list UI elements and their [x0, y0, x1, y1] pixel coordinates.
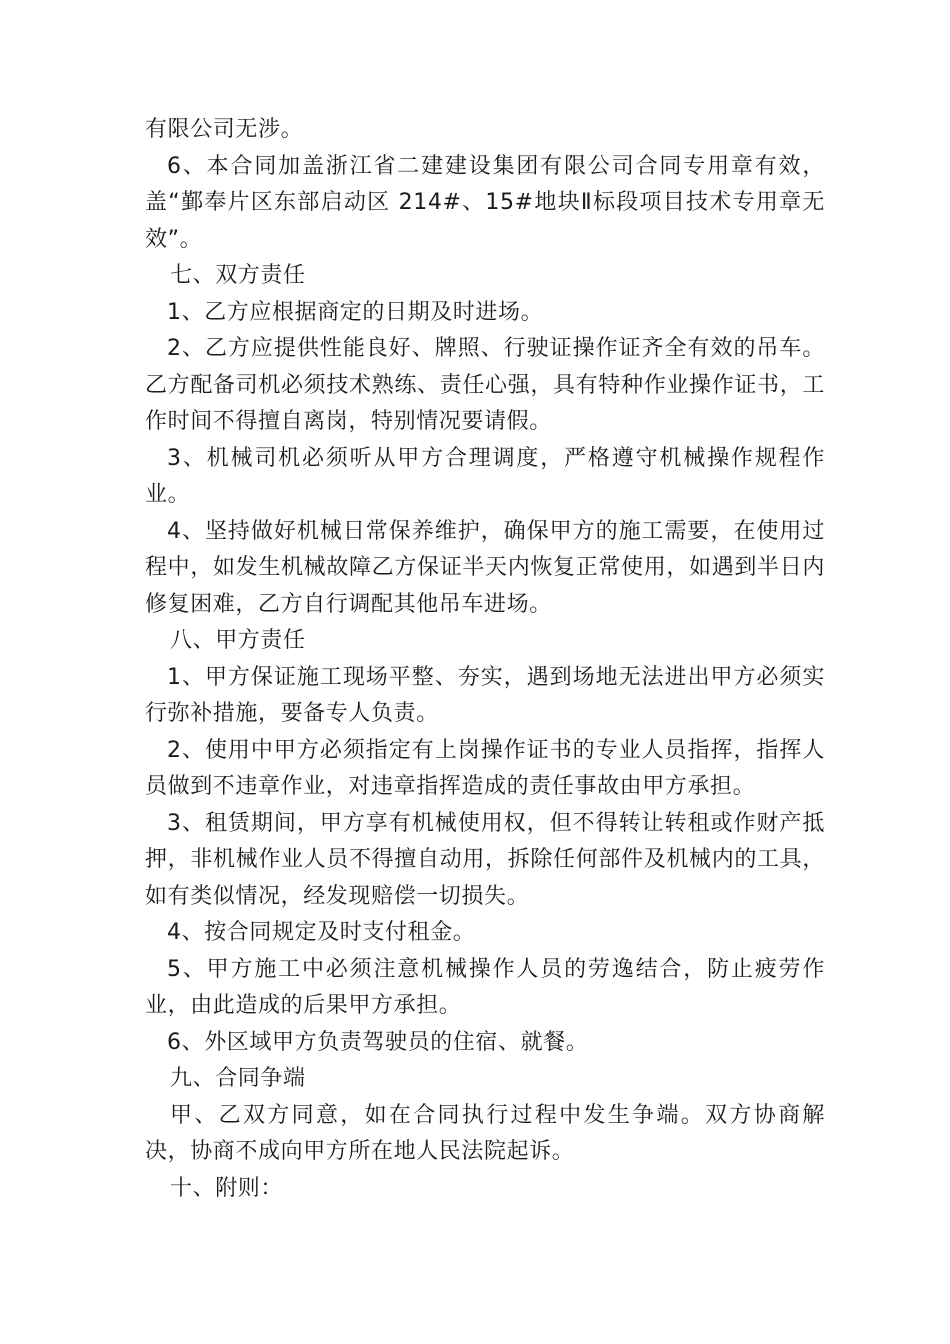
paragraph-8-6: 6、外区域甲方负责驾驶员的住宿、就餐。 — [167, 1029, 589, 1055]
document-body — [145, 112, 825, 1207]
paragraph-continuation: 有限公司无涉。 — [145, 117, 304, 142]
paragraph-7-3: 3、机械司机必须听从甲方合理调度，严格遵守机械操作规程作业。 — [145, 445, 825, 507]
paragraph-8-4: 4、按合同规定及时支付租金。 — [167, 920, 476, 945]
paragraph-8-2: 2、使用中甲方必须指定有上岗操作证书的专业人员指挥，指挥人员做到不违章作业，对违章指挥造成的责任事故由甲方承担。 — [145, 737, 825, 799]
paragraph-7-2: 2、乙方应提供性能良好、牌照、行驶证操作证齐全有效的吊车。乙方配备司机必须技术熟练、责任心强，具有特种作业操作证书，工作时间不得擅自离岗，特别情况要请假。 — [145, 336, 825, 434]
paragraph-9-dispute: 甲、乙双方同意，如在合同执行过程中发生争端。双方协商解决，协商不成向甲方所在地人民法院起诉。 — [145, 1102, 825, 1164]
section-heading-8: 八、甲方责任 — [170, 628, 306, 653]
paragraph-8-3: 3、租赁期间，甲方享有机械使用权，但不得转让转租或作财产抵押，非机械作业人员不得擅自动用，拆除任何部件及机械内的工具，如有类似情况，经发现赔偿一切损失。 — [145, 810, 825, 909]
paragraph-7-1: 1、乙方应根据商定的日期及时进场。 — [167, 299, 544, 325]
paragraph-7-4: 4、坚持做好机械日常保养维护，确保甲方的施工需要，在使用过程中，如发生机械故障乙方保证半天内恢复正常使用，如遇到半日内修复困难，乙方自行调配其他吊车进场。 — [145, 518, 825, 617]
section-heading-7: 七、双方责任 — [170, 263, 306, 288]
section-heading-9: 九、合同争端 — [170, 1066, 306, 1091]
paragraph-8-1: 1、甲方保证施工现场平整、夯实，遇到场地无法进出甲方必须实行弥补措施，要备专人负责。 — [145, 664, 825, 726]
section-heading-10: 十、附则： — [170, 1175, 284, 1201]
paragraph-8-5: 5、甲方施工中必须注意机械操作人员的劳逸结合，防止疲劳作业，由此造成的后果甲方承担。 — [145, 956, 825, 1018]
paragraph-clause-6-seal: 6、本合同加盖浙江省二建建设集团有限公司合同专用章有效，盖“鄞奉片区东部启动区 214#、15#地块Ⅱ标段项目技术专用章无效”。 — [145, 153, 825, 252]
